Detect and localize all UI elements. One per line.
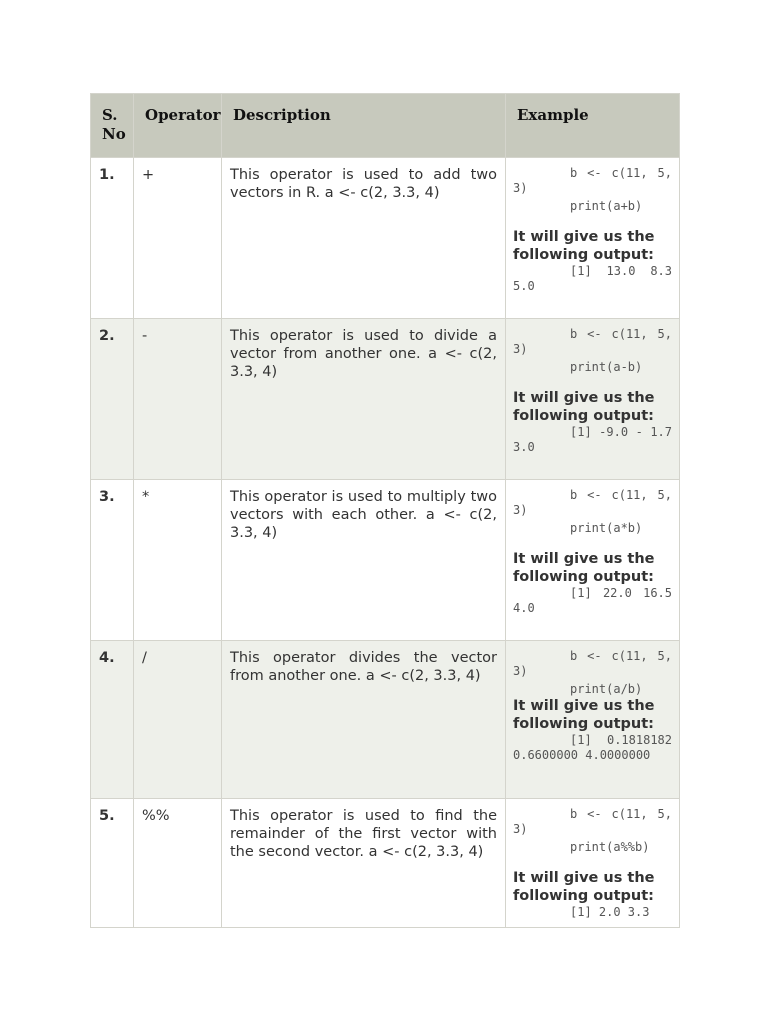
row-operator: - — [134, 319, 222, 480]
row-operator: / — [134, 641, 222, 799]
output-text: [1] 0.1818182 0.6600000 4.0000000 — [513, 733, 672, 762]
row-example — [506, 480, 680, 641]
output-text: [1] -9.0 - 1.7 3.0 — [513, 425, 672, 454]
row-sno: 5. — [91, 799, 134, 928]
row-description: This operator is used to divide a vector from another one. a <- c(2, 3.3, 4) — [222, 319, 506, 480]
output-label: It will give us the following output: — [513, 229, 655, 263]
output-text: [1] 2.0 3.3 — [570, 905, 650, 919]
table-row — [91, 799, 680, 928]
code-line: print(a-b) — [570, 360, 643, 374]
table-row — [91, 319, 680, 480]
code-line: print(a+b) — [570, 199, 643, 213]
table-row — [91, 158, 680, 319]
row-example — [506, 319, 680, 480]
row-sno: 1. — [91, 158, 134, 319]
table-row — [91, 480, 680, 641]
row-description: This operator is used to add two vectors in R. a <- c(2, 3.3, 4) — [222, 158, 506, 319]
row-example — [506, 641, 680, 799]
code-line: print(a*b) — [570, 521, 643, 535]
row-sno: 2. — [91, 319, 134, 480]
row-description: This operator is used to multiply two vectors with each other. a <- c(2, 3.3, 4) — [222, 480, 506, 641]
header-description: Description — [222, 94, 506, 158]
code-line: b <- c(11, 5, 3) — [513, 807, 672, 836]
row-sno: 3. — [91, 480, 134, 641]
row-example — [506, 158, 680, 319]
header-sno: S. No — [91, 94, 134, 158]
code-line: b <- c(11, 5, 3) — [513, 488, 672, 517]
table-header-row — [91, 94, 680, 158]
row-operator: + — [134, 158, 222, 319]
row-description: This operator divides the vector from another one. a <- c(2, 3.3, 4) — [222, 641, 506, 799]
operators-table — [90, 93, 680, 928]
output-label: It will give us the following output: — [513, 870, 655, 904]
row-description: This operator is used to find the remainder of the first vector with the second vector. a <- c(2, 3.3, 4) — [222, 799, 506, 928]
code-line: print(a%%b) — [570, 840, 650, 854]
output-text: [1] 13.0 8.3 5.0 — [513, 264, 672, 293]
output-label: It will give us the following output: — [513, 390, 655, 424]
code-line: b <- c(11, 5, 3) — [513, 649, 672, 678]
row-operator: %% — [134, 799, 222, 928]
output-text: [1] 22.0 16.5 4.0 — [513, 586, 672, 615]
header-example: Example — [506, 94, 680, 158]
row-example — [506, 799, 680, 928]
row-sno: 4. — [91, 641, 134, 799]
code-line: b <- c(11, 5, 3) — [513, 166, 672, 195]
header-operator: Operator — [134, 94, 222, 158]
row-operator: * — [134, 480, 222, 641]
code-line: b <- c(11, 5, 3) — [513, 327, 672, 356]
output-label: It will give us the following output: — [513, 698, 655, 732]
output-label: It will give us the following output: — [513, 551, 655, 585]
code-line: print(a/b) — [570, 682, 643, 696]
table-row — [91, 641, 680, 799]
